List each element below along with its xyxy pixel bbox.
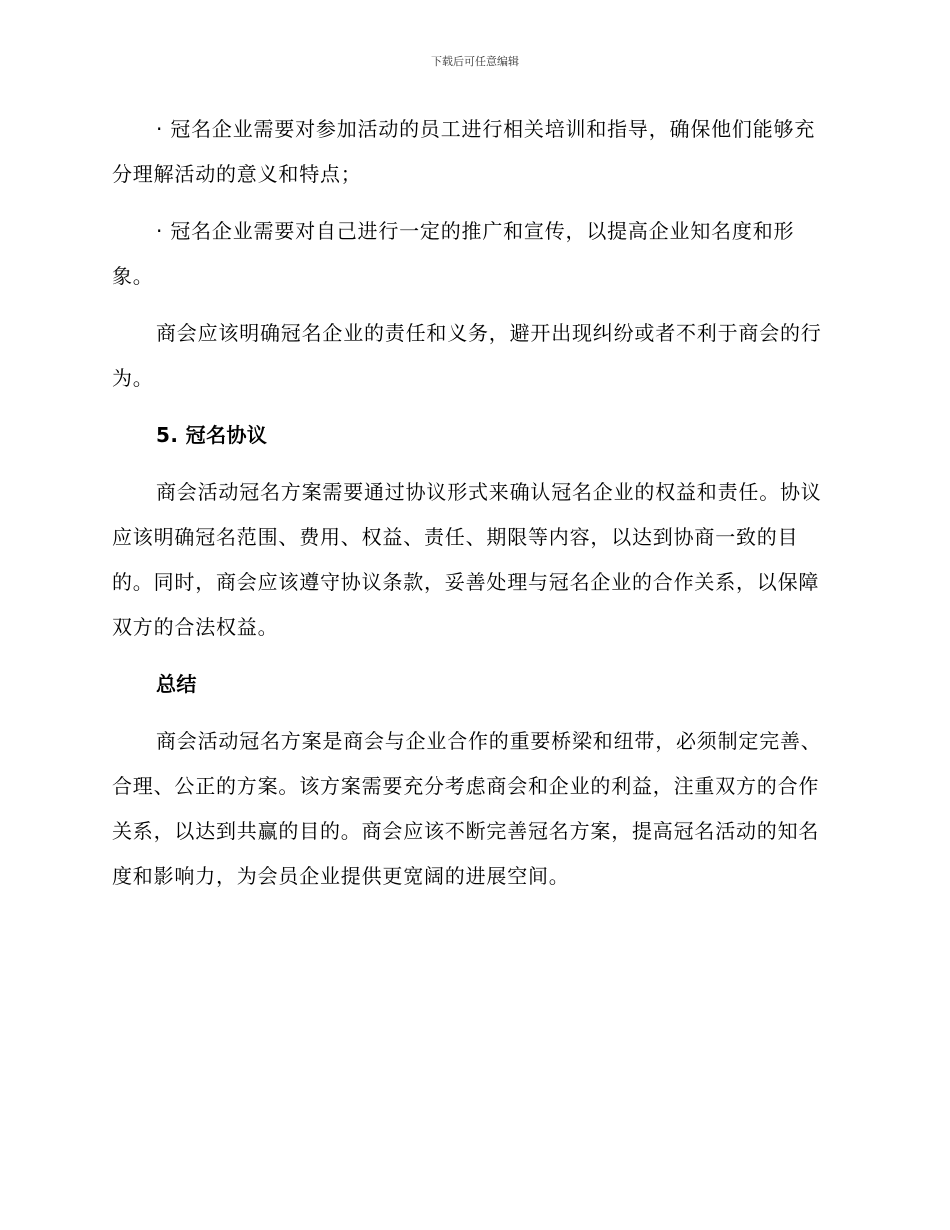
page-header: 下载后可任意编辑	[431, 55, 519, 68]
section-heading-summary: 总结	[156, 672, 197, 696]
paragraph-summary: 商会活动冠名方案是商会与企业合作的重要桥梁和纽带，必须制定完善、合理、公正的方案。该方案需要充分考虑商会和企业的利益，注重双方的合作关系，以达到共赢的目的。商会应该不断完善冠名方案，提高冠名活动的知名度和影响力，为会员企业提供更宽阔的进展空间。	[112, 729, 822, 888]
bullet-paragraph-training: · 冠名企业需要对参加活动的员工进行相关培训和指导，确保他们能够充分理解活动的意义和特点；	[112, 117, 816, 186]
paragraph-responsibility: 商会应该明确冠名企业的责任和义务，避开出现纠纷或者不利于商会的行为。	[112, 321, 822, 390]
paragraph-agreement: 商会活动冠名方案需要通过协议形式来确认冠名企业的权益和责任。协议应该明确冠名范围、费用、权益、责任、期限等内容，以达到协商一致的目的。同时，商会应该遵守协议条款，妥善处理与冠名企业的合作关系，以保障双方的合法权益。	[112, 480, 822, 639]
section-heading-agreement: 5. 冠名协议	[156, 423, 268, 447]
document-body	[112, 107, 832, 899]
bullet-paragraph-promotion: · 冠名企业需要对自己进行一定的推广和宣传，以提高企业知名度和形象。	[112, 219, 795, 288]
